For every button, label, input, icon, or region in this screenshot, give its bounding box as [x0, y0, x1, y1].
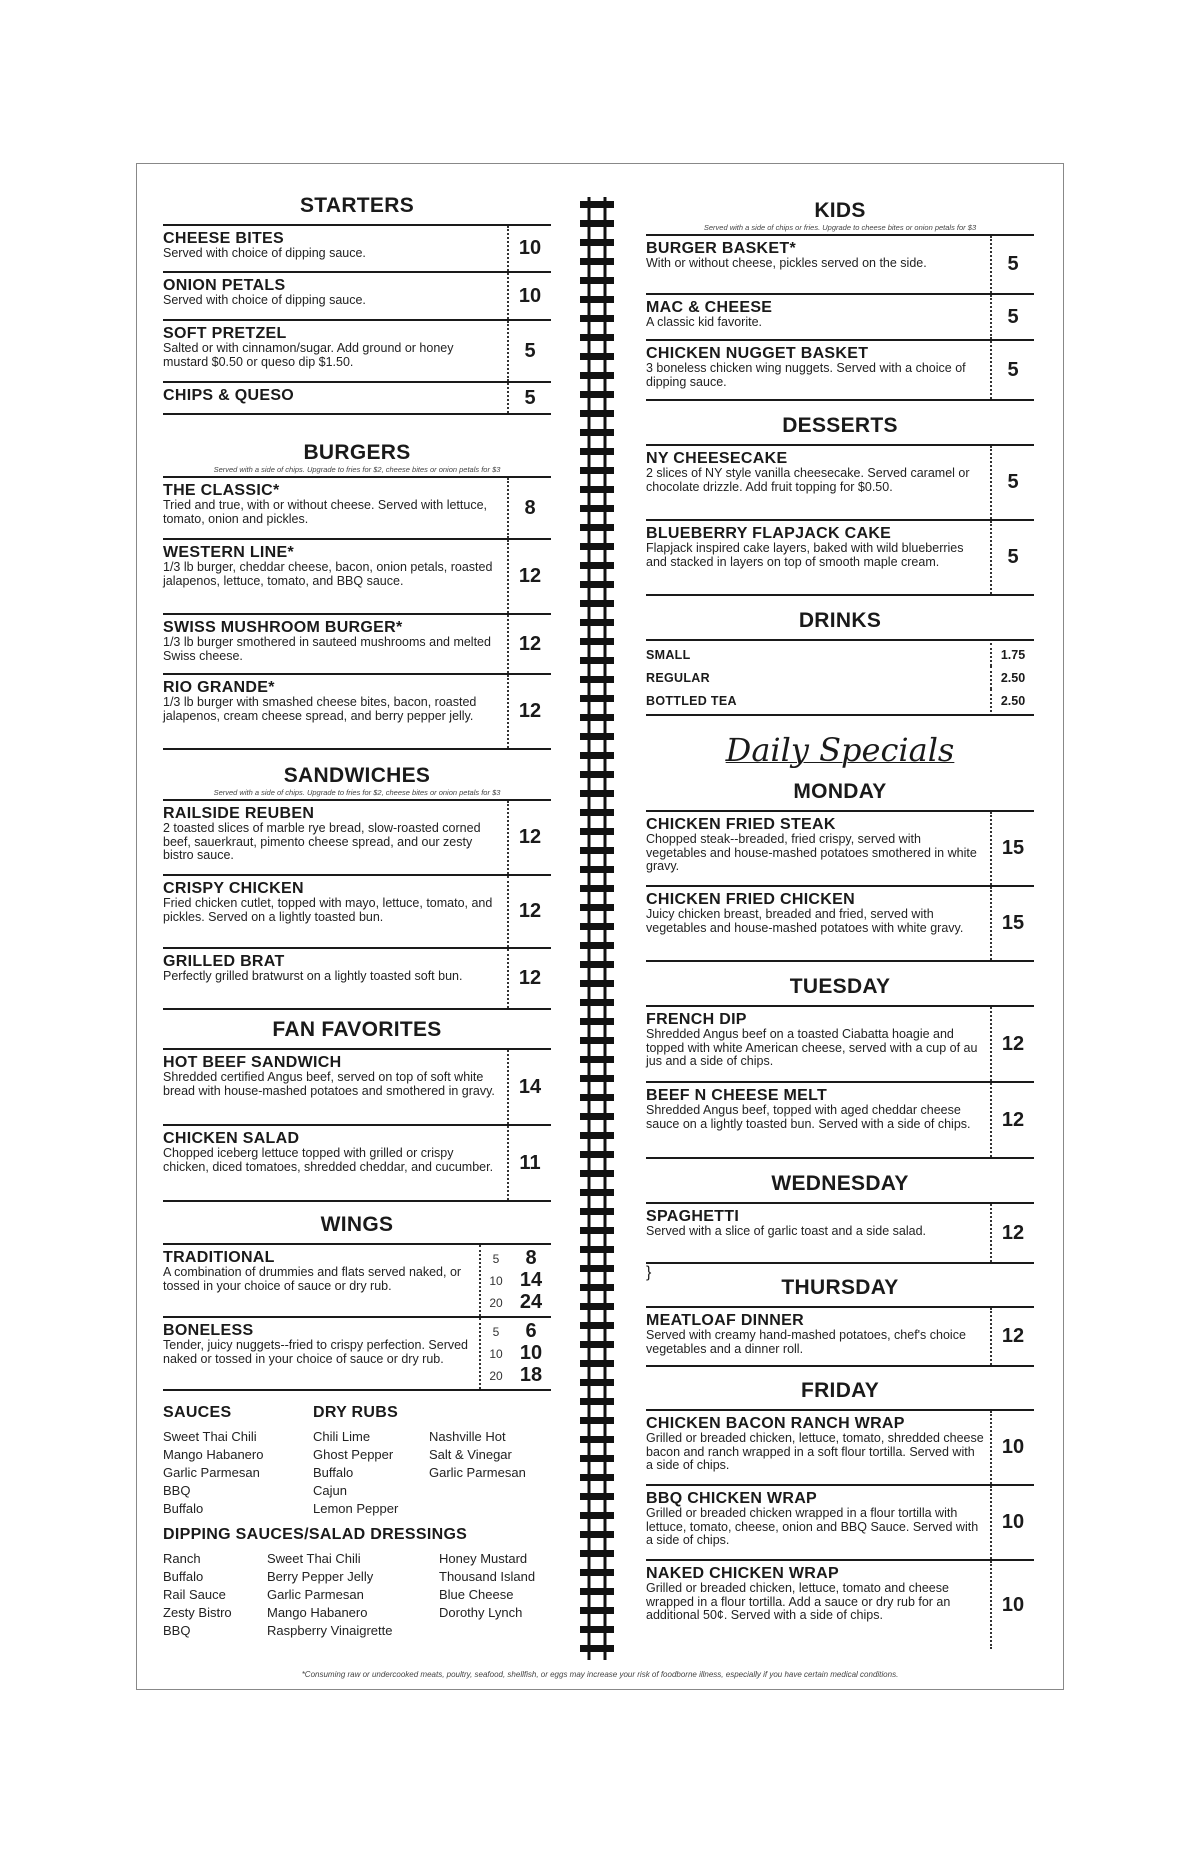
drink-name: REGULAR	[646, 670, 710, 685]
item-name: BLUEBERRY FLAPJACK CAKE	[646, 525, 892, 542]
item-name: FRENCH DIP	[646, 1011, 747, 1028]
menu-item	[163, 949, 551, 1010]
menu-item	[646, 446, 1034, 521]
track-tie	[580, 1550, 614, 1557]
sauce-item: Sweet Thai Chili	[163, 1429, 257, 1444]
wing-qty: 5	[492, 1324, 500, 1339]
menu-item	[163, 478, 551, 540]
item-name: RIO GRANDE*	[163, 679, 275, 696]
item-price: 12	[990, 1204, 1034, 1262]
item-price: 5	[990, 521, 1034, 594]
item-desc: Shredded Angus beef, topped with aged cheddar cheese sauce on a lightly toasted bun. Served with a side of chips.	[646, 1103, 971, 1131]
track-tie	[580, 695, 614, 702]
item-desc: Served with choice of dipping sauce.	[163, 246, 366, 260]
fan-favorites-title: FAN FAVORITES	[272, 1018, 442, 1041]
drink-row	[646, 689, 1034, 712]
wing-price: 24	[519, 1291, 543, 1313]
track-tie	[580, 714, 614, 721]
item-name: NY CHEESECAKE	[646, 450, 788, 467]
track-tie	[580, 980, 614, 987]
wing-price: 18	[519, 1364, 543, 1386]
wings-title: WINGS	[320, 1213, 394, 1236]
menu-item	[646, 341, 1034, 401]
rub-item: Cajun	[313, 1483, 347, 1498]
track-tie	[580, 1151, 614, 1158]
rub-item: Buffalo	[313, 1465, 354, 1480]
item-desc: Shredded Angus beef on a toasted Ciabatta hoagie and topped with white American cheese, served with a cup of au jus and a side of chips.	[646, 1027, 978, 1068]
item-price: 12	[990, 1007, 1034, 1081]
item-price: 5	[507, 383, 551, 413]
kids-list	[646, 234, 1034, 401]
track-tie	[580, 1569, 614, 1576]
track-tie	[580, 1645, 614, 1652]
track-tie	[580, 885, 614, 892]
item-price: 15	[990, 812, 1034, 885]
item-desc: Served with choice of dipping sauce.	[163, 293, 366, 307]
rub-item: Chili Lime	[313, 1429, 371, 1444]
item-desc: 2 toasted slices of marble rye bread, slow-roasted corned beef, sauerkraut, pimento cheese spread, and our zesty bistro sauce.	[163, 821, 481, 862]
wednesday-section	[646, 1172, 1034, 1282]
item-price: 10	[507, 273, 551, 319]
item-desc: Tender, juicy nuggets--fried to crispy perfection. Served naked or tossed in your choice of sauce or dry rub.	[163, 1338, 469, 1366]
starters-title: STARTERS	[299, 194, 414, 217]
dip-item: Mango Habanero	[267, 1605, 368, 1620]
menu-item	[646, 812, 1034, 887]
monday-list	[646, 810, 1034, 962]
kids-note: Served with a side of chips or fries. Upgrade to cheese bites or onion petals for $3	[703, 223, 977, 232]
item-name: BONELESS	[163, 1322, 254, 1339]
thursday-list	[646, 1306, 1034, 1367]
item-price: 14	[507, 1050, 551, 1124]
thursday-title: THURSDAY	[781, 1276, 899, 1299]
menu-item	[646, 887, 1034, 962]
track-tie	[580, 733, 614, 740]
item-desc: Grilled or breaded chicken, lettuce, tomato and cheese wrapped in a flour tortilla. Add a sauce or dry rub for an additional 50¢. Served with a side of chips.	[646, 1581, 951, 1622]
sauces-list	[163, 1404, 313, 1518]
drinks-title: DRINKS	[798, 609, 882, 632]
sauces-rubs-block	[163, 1404, 551, 1518]
menu-item	[646, 1486, 1034, 1561]
item-price: 12	[990, 1308, 1034, 1365]
item-price: 12	[507, 615, 551, 673]
track-tie	[580, 1094, 614, 1101]
item-desc: Served with creamy hand-mashed potatoes, chef's choice vegetables and a dinner roll.	[646, 1328, 966, 1356]
item-name: CHICKEN FRIED STEAK	[646, 816, 836, 833]
drink-name: SMALL	[646, 647, 691, 662]
wing-qty: 20	[489, 1295, 503, 1310]
menu-item	[646, 1204, 1034, 1264]
footnote: *Consuming raw or undercooked meats, poultry, seafood, shellfish, or eggs may increase your risk of foodborne illness, especially if you have certain medical conditions.	[301, 1670, 899, 1679]
track-tie	[580, 619, 614, 626]
track-tie	[580, 1455, 614, 1462]
dipping-sauces-block	[163, 1526, 551, 1640]
item-price: 5	[990, 446, 1034, 519]
track-tie	[580, 524, 614, 531]
track-tie	[580, 410, 614, 417]
item-price: 12	[507, 801, 551, 874]
dip-item: Blue Cheese	[439, 1587, 514, 1602]
item-name: ONION PETALS	[163, 277, 286, 294]
track-tie	[580, 1474, 614, 1481]
burgers-note: Served with a side of chips. Upgrade to fries for $2, cheese bites or onion petals for $3	[213, 465, 501, 474]
wing-item	[163, 1318, 551, 1391]
menu-item	[163, 321, 551, 383]
track-tie	[580, 429, 614, 436]
item-price: 15	[990, 887, 1034, 960]
sauce-item: Mango Habanero	[163, 1447, 264, 1462]
monday-section	[646, 780, 1034, 962]
track-tie	[580, 258, 614, 265]
drink-price: 2.50	[990, 666, 1034, 689]
dip-item: Ranch	[163, 1551, 201, 1566]
fan-favorites-list	[163, 1048, 551, 1202]
rub-item: Salt & Vinegar	[429, 1447, 512, 1462]
track-tie	[580, 1037, 614, 1044]
track-tie	[580, 1398, 614, 1405]
item-price: 12	[990, 1083, 1034, 1157]
burgers-section	[163, 441, 551, 750]
track-tie	[580, 1284, 614, 1291]
burgers-list	[163, 476, 551, 750]
track-tie	[580, 600, 614, 607]
tuesday-title: TUESDAY	[789, 975, 891, 998]
dip-item: Rail Sauce	[163, 1587, 226, 1602]
item-desc: 3 boneless chicken wing nuggets. Served with a choice of dipping sauce.	[646, 361, 966, 389]
monday-title: MONDAY	[793, 780, 887, 803]
track-tie	[580, 391, 614, 398]
friday-section	[646, 1379, 1034, 1649]
track-tie	[580, 1132, 614, 1139]
rub-item: Nashville Hot	[429, 1429, 506, 1444]
item-price: 11	[507, 1126, 551, 1200]
sandwiches-list	[163, 799, 551, 1010]
rub-item: Garlic Parmesan	[429, 1465, 526, 1480]
track-tie	[580, 486, 614, 493]
track-tie	[580, 315, 614, 322]
item-desc: Shredded certified Angus beef, served on top of soft white bread with house-mashed potatoes and smothered in gravy.	[163, 1070, 495, 1098]
track-tie	[580, 1189, 614, 1196]
wednesday-title: WEDNESDAY	[771, 1172, 909, 1195]
track-tie	[580, 1208, 614, 1215]
menu-item	[163, 876, 551, 949]
track-tie	[580, 1303, 614, 1310]
track-tie	[580, 752, 614, 759]
wing-prices	[479, 1318, 551, 1389]
track-tie	[580, 999, 614, 1006]
menu-item	[646, 1083, 1034, 1159]
item-price: 12	[507, 876, 551, 947]
track-tie	[580, 353, 614, 360]
item-desc: 2 slices of NY style vanilla cheesecake. Served caramel or chocolate drizzle. Add fruit topping for $0.50.	[646, 466, 970, 494]
track-tie	[580, 543, 614, 550]
item-name: HOT BEEF SANDWICH	[163, 1054, 342, 1071]
track-tie	[580, 1436, 614, 1443]
fan-favorites-section	[163, 1018, 551, 1202]
item-price: 10	[990, 1561, 1034, 1649]
track-tie	[580, 277, 614, 284]
wednesday-list: SPAGHETTI Served with a slice of garlic toast and a side salad. 12 }	[646, 1202, 1034, 1282]
sauces-title: SAUCES	[163, 1404, 232, 1421]
track-tie	[580, 657, 614, 664]
sauce-item: Buffalo	[163, 1501, 204, 1516]
track-tie	[580, 904, 614, 911]
track-tie	[580, 1018, 614, 1025]
menu-item	[163, 801, 551, 876]
daily-specials-heading: Daily Specials	[725, 731, 955, 769]
item-name: CHICKEN SALAD	[163, 1130, 300, 1147]
menu-item	[163, 615, 551, 675]
item-desc: Tried and true, with or without cheese. Served with lettuce, tomato, onion and pickles.	[163, 498, 488, 526]
sauce-item: BBQ	[163, 1483, 191, 1498]
track-tie	[580, 1246, 614, 1253]
friday-list	[646, 1409, 1034, 1649]
wings-list	[163, 1243, 551, 1391]
track-tie	[580, 676, 614, 683]
track-tie	[580, 638, 614, 645]
item-name: THE CLASSIC*	[163, 482, 280, 499]
item-price: 12	[507, 949, 551, 1008]
track-tie	[580, 1417, 614, 1424]
track-tie	[580, 1626, 614, 1633]
drinks-section	[646, 609, 1034, 716]
dip-item: Dorothy Lynch	[439, 1605, 523, 1620]
track-tie	[580, 1360, 614, 1367]
menu-item	[163, 540, 551, 615]
track-tie	[580, 1341, 614, 1348]
wing-prices	[479, 1245, 551, 1316]
track-tie	[580, 448, 614, 455]
desserts-list	[646, 444, 1034, 596]
item-desc: With or without cheese, pickles served on the side.	[646, 256, 927, 270]
dipping-title: DIPPING SAUCES/SALAD DRESSINGS	[163, 1526, 468, 1543]
menu-item	[163, 1050, 551, 1126]
dip-item: Buffalo	[163, 1569, 204, 1584]
item-name: CHICKEN BACON RANCH WRAP	[646, 1415, 905, 1432]
track-tie	[580, 1265, 614, 1272]
track-tie	[580, 296, 614, 303]
item-price: 8	[507, 478, 551, 538]
item-desc: Fried chicken cutlet, topped with mayo, lettuce, tomato, and pickles. Served on a lightly toasted bun.	[163, 896, 493, 924]
track-tie	[580, 201, 614, 208]
track-tie	[580, 1512, 614, 1519]
track-tie	[580, 771, 614, 778]
drink-name: BOTTLED TEA	[646, 693, 737, 708]
wing-qty: 5	[492, 1251, 500, 1266]
track-tie	[580, 372, 614, 379]
item-name: MAC & CHEESE	[646, 299, 773, 316]
kids-section	[646, 199, 1034, 401]
track-tie	[580, 239, 614, 246]
drink-price: 2.50	[990, 689, 1034, 712]
drinks-list	[646, 639, 1034, 716]
item-name: CHICKEN FRIED CHICKEN	[646, 891, 855, 908]
drink-price: 1.75	[990, 643, 1034, 666]
item-name: SPAGHETTI	[646, 1208, 740, 1225]
track-tie	[580, 1379, 614, 1386]
starters-section	[163, 194, 551, 415]
drink-row	[646, 643, 1034, 666]
item-price: 12	[507, 675, 551, 748]
menu-item	[646, 1308, 1034, 1367]
track-tie	[580, 923, 614, 930]
menu-item	[646, 295, 1034, 341]
track-tie	[580, 1588, 614, 1595]
wing-qty: 10	[489, 1273, 503, 1288]
track-tie	[580, 1493, 614, 1500]
dip-item: Berry Pepper Jelly	[267, 1569, 374, 1584]
item-desc: Salted or with cinnamon/sugar. Add ground or honey mustard $0.50 or queso dip $1.50.	[163, 341, 454, 369]
item-name: CHIPS & QUESO	[163, 387, 295, 404]
dry-rubs-list	[313, 1404, 551, 1518]
item-price: 10	[990, 1486, 1034, 1559]
rub-item: Ghost Pepper	[313, 1447, 394, 1462]
track-tie	[580, 334, 614, 341]
sandwiches-title: SANDWICHES	[283, 764, 431, 787]
wing-price: 6	[525, 1320, 537, 1342]
menu-item	[163, 675, 551, 750]
item-desc: Chopped steak--breaded, fried crispy, served with vegetables and house-mashed potatoes smothered in white gravy.	[646, 832, 977, 873]
track-tie	[580, 562, 614, 569]
track-tie	[580, 809, 614, 816]
item-price: 10	[990, 1411, 1034, 1484]
track-tie	[580, 220, 614, 227]
item-name: CRISPY CHICKEN	[163, 880, 304, 897]
item-price: 5	[990, 341, 1034, 399]
item-price: 10	[507, 226, 551, 271]
wing-qty: 20	[489, 1368, 503, 1383]
wing-qty: 10	[489, 1346, 503, 1361]
menu-item	[646, 1561, 1034, 1649]
sandwiches-note: Served with a side of chips. Upgrade to fries for $2, cheese bites or onion petals for $3	[213, 788, 501, 797]
item-name: MEATLOAF DINNER	[646, 1312, 804, 1329]
wing-price: 8	[525, 1247, 537, 1269]
dip-item: Zesty Bistro	[163, 1605, 232, 1620]
track-tie	[580, 1113, 614, 1120]
thursday-section	[646, 1276, 1034, 1367]
track-tie	[580, 1322, 614, 1329]
track-tie	[580, 505, 614, 512]
track-tie	[580, 1075, 614, 1082]
drink-row	[646, 666, 1034, 689]
track-tie	[580, 828, 614, 835]
dip-item: BBQ	[163, 1623, 191, 1638]
sandwiches-section	[163, 764, 551, 1010]
item-desc: A combination of drummies and flats served naked, or tossed in your choice of sauce or dry rub.	[163, 1265, 462, 1293]
friday-title: FRIDAY	[800, 1379, 880, 1402]
item-name: CHICKEN NUGGET BASKET	[646, 345, 869, 362]
item-desc: 1/3 lb burger, cheddar cheese, bacon, onion petals, roasted jalapenos, lettuce, tomato, and BBQ sauce.	[163, 560, 493, 588]
item-desc: Grilled or breaded chicken wrapped in a flour tortilla with lettuce, tomato, cheese, onion and BBQ Sauce. Served with a side of chips.	[646, 1506, 979, 1547]
item-name: SWISS MUSHROOM BURGER*	[163, 619, 403, 636]
track-tie	[580, 1056, 614, 1063]
menu-item	[163, 1126, 551, 1202]
wing-item	[163, 1245, 551, 1318]
item-desc: Served with a slice of garlic toast and a side salad.	[646, 1224, 927, 1238]
item-name: WESTERN LINE*	[163, 544, 295, 561]
track-tie	[580, 942, 614, 949]
starters-list	[163, 224, 551, 415]
menu-item	[163, 383, 551, 415]
dip-item: Raspberry Vinaigrette	[267, 1623, 393, 1638]
item-desc: Perfectly grilled bratwurst on a lightly toasted soft bun.	[163, 969, 463, 983]
track-tie	[580, 1227, 614, 1234]
item-name: TRADITIONAL	[163, 1249, 275, 1266]
item-desc: 1/3 lb burger with smashed cheese bites, bacon, roasted jalapenos, cream cheese spread, and berry pepper jelly.	[163, 695, 477, 723]
dip-item: Honey Mustard	[439, 1551, 528, 1566]
menu-item	[646, 1411, 1034, 1486]
item-name: GRILLED BRAT	[163, 953, 285, 970]
track-tie	[580, 847, 614, 854]
kids-title: KIDS	[814, 199, 866, 222]
burgers-title: BURGERS	[303, 441, 411, 464]
menu-item	[163, 226, 551, 273]
item-desc: Chopped iceberg lettuce topped with grilled or crispy chicken, diced tomatoes, shredded cheddar, and cucumber.	[163, 1146, 494, 1174]
wings-section	[163, 1213, 551, 1391]
menu-item	[163, 273, 551, 321]
item-name: BEEF N CHEESE MELT	[646, 1087, 828, 1104]
item-desc: 1/3 lb burger smothered in sauteed mushrooms and melted Swiss cheese.	[163, 635, 491, 663]
track-tie	[580, 467, 614, 474]
railroad-track-graphic	[580, 197, 614, 1660]
item-name: CHEESE BITES	[163, 230, 284, 247]
dip-item: Sweet Thai Chili	[267, 1551, 361, 1566]
track-tie	[580, 1170, 614, 1177]
item-desc: Grilled or breaded chicken, lettuce, tomato, shredded cheese bacon and ranch wrapped in a soft flour tortilla. Served with a side of chips.	[646, 1431, 984, 1472]
item-price: 5	[507, 321, 551, 381]
item-price: 5	[990, 236, 1034, 293]
item-price: 5	[990, 295, 1034, 339]
rub-item: Lemon Pepper	[313, 1501, 399, 1516]
dip-item: Garlic Parmesan	[267, 1587, 364, 1602]
item-desc: Juicy chicken breast, breaded and fried, served with vegetables and house-mashed potatoes with white gravy.	[646, 907, 964, 935]
wing-price: 10	[519, 1342, 543, 1364]
item-name: BURGER BASKET*	[646, 240, 796, 257]
item-price: 12	[507, 540, 551, 613]
item-name: NAKED CHICKEN WRAP	[646, 1565, 839, 1582]
dry-rubs-title: DRY RUBS	[313, 1404, 399, 1421]
item-name: SOFT PRETZEL	[163, 325, 287, 342]
track-tie	[580, 866, 614, 873]
item-name: RAILSIDE REUBEN	[163, 805, 315, 822]
tuesday-section	[646, 975, 1034, 1159]
desserts-title: DESSERTS	[782, 414, 898, 437]
track-tie	[580, 961, 614, 968]
wing-price: 14	[519, 1269, 543, 1291]
item-name: BBQ CHICKEN WRAP	[646, 1490, 818, 1507]
menu-page	[136, 163, 1064, 1690]
menu-item	[646, 1007, 1034, 1083]
track-tie	[580, 1531, 614, 1538]
desserts-section	[646, 414, 1034, 596]
menu-item	[646, 521, 1034, 596]
dip-item: Thousand Island	[439, 1569, 536, 1584]
menu-item	[646, 236, 1034, 295]
track-tie	[580, 1607, 614, 1614]
track-tie	[580, 581, 614, 588]
sauce-item: Garlic Parmesan	[163, 1465, 260, 1480]
railroad-track-divider	[580, 197, 614, 1660]
tuesday-list	[646, 1005, 1034, 1159]
item-desc: A classic kid favorite.	[646, 315, 763, 329]
track-tie	[580, 790, 614, 797]
item-desc: Flapjack inspired cake layers, baked with wild blueberries and stacked in layers on top of smooth maple cream.	[646, 541, 964, 569]
